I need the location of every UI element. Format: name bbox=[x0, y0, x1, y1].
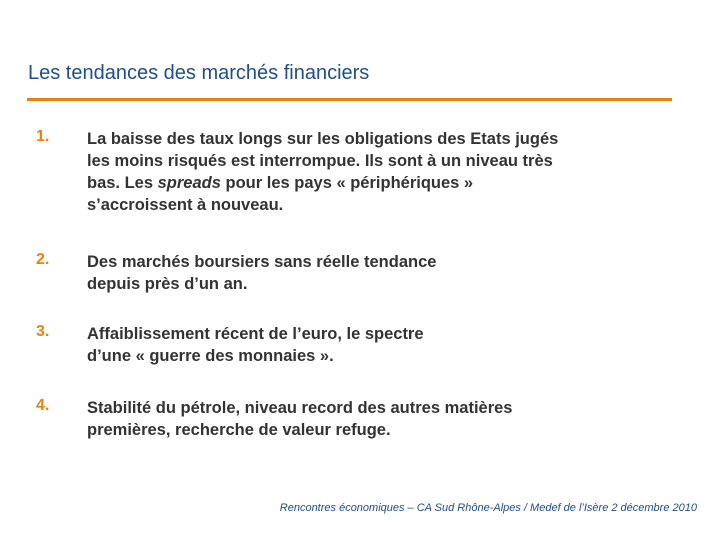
italic-term: spreads bbox=[157, 174, 221, 192]
list-item-number: 4. bbox=[36, 397, 50, 414]
text-line: s’accroissent à nouveau. bbox=[87, 196, 284, 214]
text-fragment: pour les pays « périphériques » bbox=[220, 174, 474, 192]
text-line: La baisse des taux longs sur les obligations des Etats jugés bbox=[87, 130, 559, 148]
text-line bbox=[87, 172, 677, 194]
list-item-number: 3. bbox=[36, 323, 50, 340]
list-item-text bbox=[87, 397, 677, 441]
slide-footer: Rencontres économiques – CA Sud Rhône-Alpes / Medef de l’Isère 2 décembre 2010 bbox=[279, 502, 697, 514]
list-item-number: 2. bbox=[36, 251, 50, 268]
text-line: premières, recherche de valeur refuge. bbox=[87, 421, 391, 439]
title-divider bbox=[27, 98, 672, 101]
slide-title: Les tendances des marchés financiers bbox=[28, 62, 370, 84]
text-line: les moins risqués est interrompue. Ils sont à un niveau très bbox=[87, 152, 553, 170]
text-fragment: bas. Les bbox=[87, 174, 158, 192]
list-item-text bbox=[87, 128, 677, 216]
list-item-number: 1. bbox=[36, 128, 50, 145]
text-line: Affaiblissement récent de l’euro, le spectre bbox=[87, 325, 424, 343]
list-item-text bbox=[87, 251, 677, 295]
list-item-text bbox=[87, 323, 677, 367]
text-line: Stabilité du pétrole, niveau record des autres matières bbox=[87, 399, 513, 417]
text-line: depuis près d’un an. bbox=[87, 275, 248, 293]
text-line: d’une « guerre des monnaies ». bbox=[87, 347, 334, 365]
text-line: Des marchés boursiers sans réelle tendance bbox=[87, 253, 437, 271]
